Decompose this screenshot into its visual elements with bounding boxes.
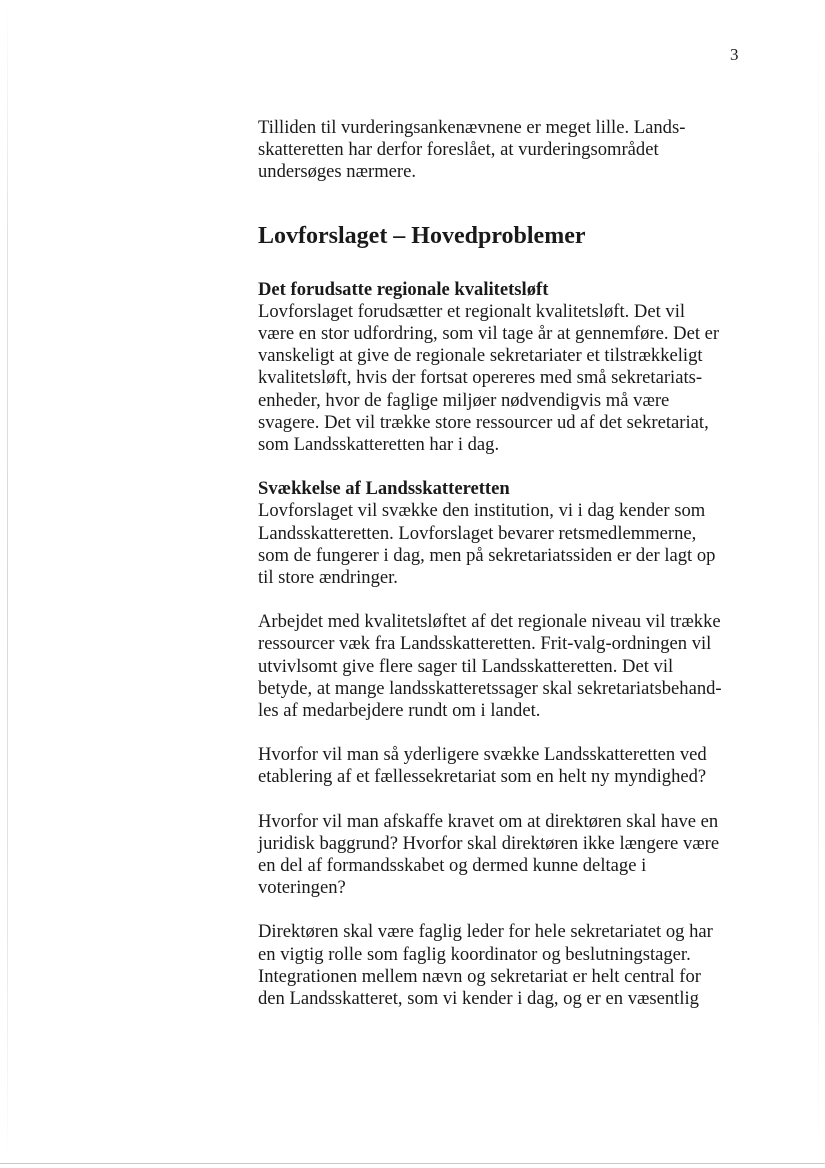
text-line: utvivlsomt give flere sager til Landsskatteretten. Det vil [258,655,674,677]
text-line: en vigtig rolle som faglig koordinator og beslutningstager. [258,943,691,965]
text-line: betyde, at mange landsskatteretssager skal sekretariatsbehand- [258,677,722,699]
section-heading: Svækkelse af Landsskatteretten [258,478,510,500]
section-regional-quality [258,279,758,457]
text-line: Arbejdet med kvalitetsløftet af det regionale niveau vil trække [258,611,721,633]
text-line: svagere. Det vil trække store ressourcer ud af det sekretariat, [258,411,709,433]
text-line: Landsskatteretten. Lovforslaget bevarer retsmedlemmerne, [258,522,697,544]
text-line: Lovforslaget forudsætter et regionalt kvalitetsløft. Det vil [258,300,686,322]
section-weakening-paragraph-3 [258,744,758,788]
section-weakening-paragraph-2 [258,611,758,722]
section-weakening-paragraph-4 [258,811,758,900]
text-line: Direktøren skal være faglig leder for hele sekretariatet og har [258,921,713,943]
text-line: Integrationen mellem nævn og sekretariat er helt central for [258,965,701,987]
scan-edge-left [7,0,8,1168]
text-line: Hvorfor vil man afskaffe kravet om at direktøren skal have en [258,810,719,832]
text-line: Lovforslaget vil svække den institution, vi i dag kender som [258,500,706,522]
text-line: være en stor udfordring, som vil tage år at gennemføre. Det er [258,323,720,345]
text-line: som de fungerer i dag, men på sekretariatssiden er der lagt op [258,544,716,566]
text-line: som Landsskatteretten har i dag. [258,434,500,456]
document-body [258,117,758,1010]
text-line: voteringen? [258,877,346,899]
text-line: vanskeligt at give de regionale sekretariater et tilstrækkeligt [258,345,703,367]
text-line: ressourcer væk fra Landsskatteretten. Frit-valg-ordningen vil [258,633,712,655]
text-line: skatteretten har derfor foreslået, at vurderingsområdet [258,139,659,161]
text-line: enheder, hvor de faglige miljøer nødvendigvis må være [258,389,670,411]
text-line: les af medarbejdere rundt om i landet. [258,700,541,722]
section-weakening-paragraph-5 [258,921,758,1010]
main-heading: Lovforslaget – Hovedproblemer [258,222,586,249]
text-line: en del af formandsskabet og dermed kunne deltage i [258,855,647,877]
text-line: Tilliden til vurderingsankenævnene er meget lille. Lands- [258,117,686,138]
text-line: etablering af et fællessekretariat som en helt ny myndighed? [258,766,707,788]
intro-paragraph [258,117,758,184]
scan-edge-right [818,0,819,1168]
text-line: Hvorfor vil man så yderligere svække Landsskatteretten ved [258,744,707,766]
text-line: til store ændringer. [258,567,398,589]
text-line: kvalitetsløft, hvis der fortsat opereres med små sekretariats- [258,367,703,389]
text-line: undersøges nærmere. [258,161,417,183]
text-line: juridisk baggrund? Hvorfor skal direktøren ikke længere være [258,832,720,854]
section-weakening-paragraph-1 [258,478,758,589]
scan-edge-bottom [0,1163,825,1164]
section-heading: Det forudsatte regionale kvalitetsløft [258,278,549,300]
text-line: den Landsskatteret, som vi kender i dag, og er en væsentlig [258,988,699,1010]
page-number: 3 [730,45,739,64]
